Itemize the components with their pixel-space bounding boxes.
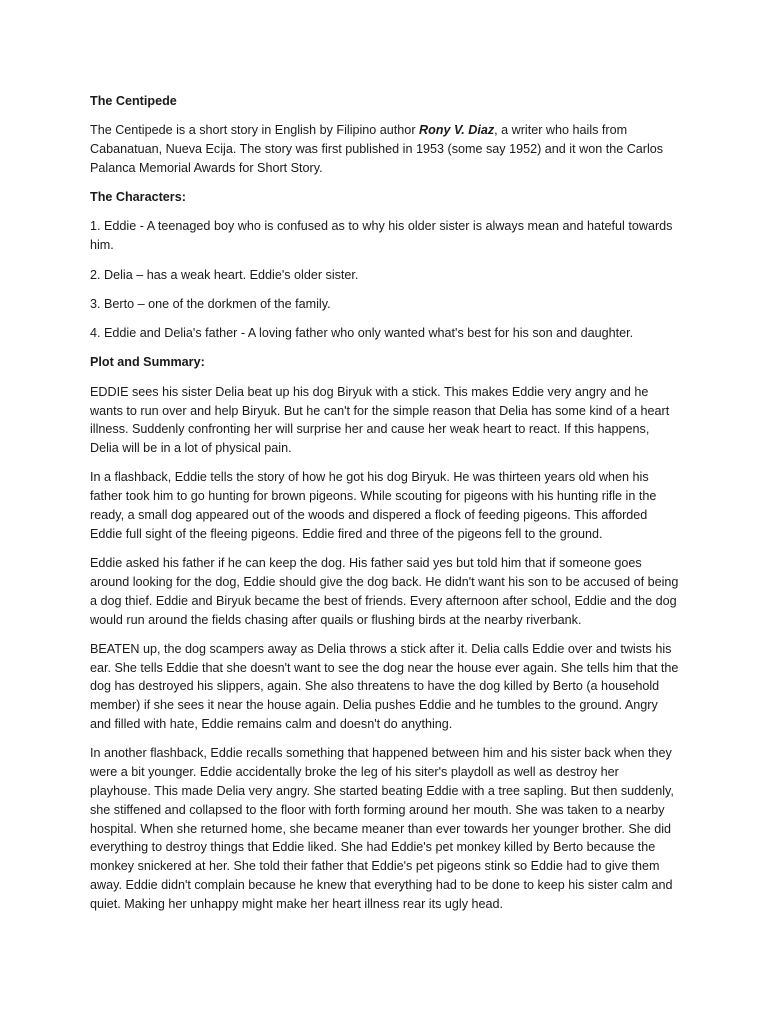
document-page [90,92,680,924]
character-item: 3. Berto – one of the dorkmen of the family. [90,296,331,311]
characters-heading: The Characters: [90,190,186,205]
plot-paragraph: Eddie asked his father if he can keep the dog. His father said yes but told him that if someone goes around looking for the dog, Eddie should give the dog back. He didn't want his son to be accused of being a dog thief. Eddie and Biryuk became the best of friends. Every afternoon after school, Eddie and the dog would run around the fields chasing after quails or flushing birds at the nearby riverbank. [90,556,679,627]
character-item: 2. Delia – has a weak heart. Eddie's older sister. [90,267,359,282]
intro-paragraph [90,121,680,177]
document-title: The Centipede [90,94,177,108]
plot-paragraph: In a flashback, Eddie tells the story of how he got his dog Biryuk. He was thirteen years old when his father took him to go hunting for brown pigeons. While scouting for pigeons with his hunting rifle in the ready, a small dog appeared out of the woods and dispered a flock of feeding pigeons. This afforded Eddie full sight of the fleeing pigeons. Eddie fired and three of the pigeons fell to the ground. [90,470,657,541]
plot-paragraph: In another flashback, Eddie recalls something that happened between him and his sister back when they were a bit younger. Eddie accidentally broke the leg of his siter's playdoll as well as destroy her playhouse. This made Delia very angry. She started beating Eddie with a tree sapling. But then suddenly, she stiffened and collapsed to the floor with forth forming around her mouth. She was taken to a nearby hospital. When she returned home, she became meaner than ever towards her younger brother. She did everything to destroy things that Eddie liked. She had Eddie's pet monkey killed by Berto because the monkey snickered at her. She told their father that Eddie's pet pigeons stink so Eddie had to give them away. Eddie didn't complain because he knew that everything had to be done to keep his sister calm and quiet. Making her unhappy might make her heart illness rear its ugly head. [90,746,674,911]
character-item: 1. Eddie - A teenaged boy who is confused as to why his older sister is always mean and hateful towards him. [90,219,673,253]
intro-text-after-author: , a writer who hails from Cabanatuan, Nueva Ecija. The story was first published in 1953 (some say 1952) and it won the Carlos Palanca Memorial Awards for Short Story. [90,123,664,175]
intro-text-before-author: The Centipede is a short story in English by Filipino author [90,123,420,138]
plot-paragraph: EDDIE sees his sister Delia beat up his dog Biryuk with a stick. This makes Eddie very angry and he wants to run over and help Biryuk. But he can't for the simple reason that Delia has some kind of a heart illness. Suddenly confronting her will surprise her and cause her weak heart to react. If this happens, Delia will be in a lot of physical pain. [90,384,670,456]
character-item: 4. Eddie and Delia's father - A loving father who only wanted what's best for his son and daughter. [90,326,634,341]
plot-heading: Plot and Summary: [90,355,205,370]
plot-paragraph: BEATEN up, the dog scampers away as Delia throws a stick after it. Delia calls Eddie over and twists his ear. She tells Eddie that she doesn't want to see the dog near the house ever again. She tells him that the dog has destroyed his slippers, again. She also threatens to have the dog killed by Berto (a household member) if she sees it near the house again. Delia pushes Eddie and he tumbles to the ground. Angry and filled with hate, Eddie remains calm and doesn't do anything. [90,641,679,732]
author-name: Rony V. Diaz [419,123,495,138]
